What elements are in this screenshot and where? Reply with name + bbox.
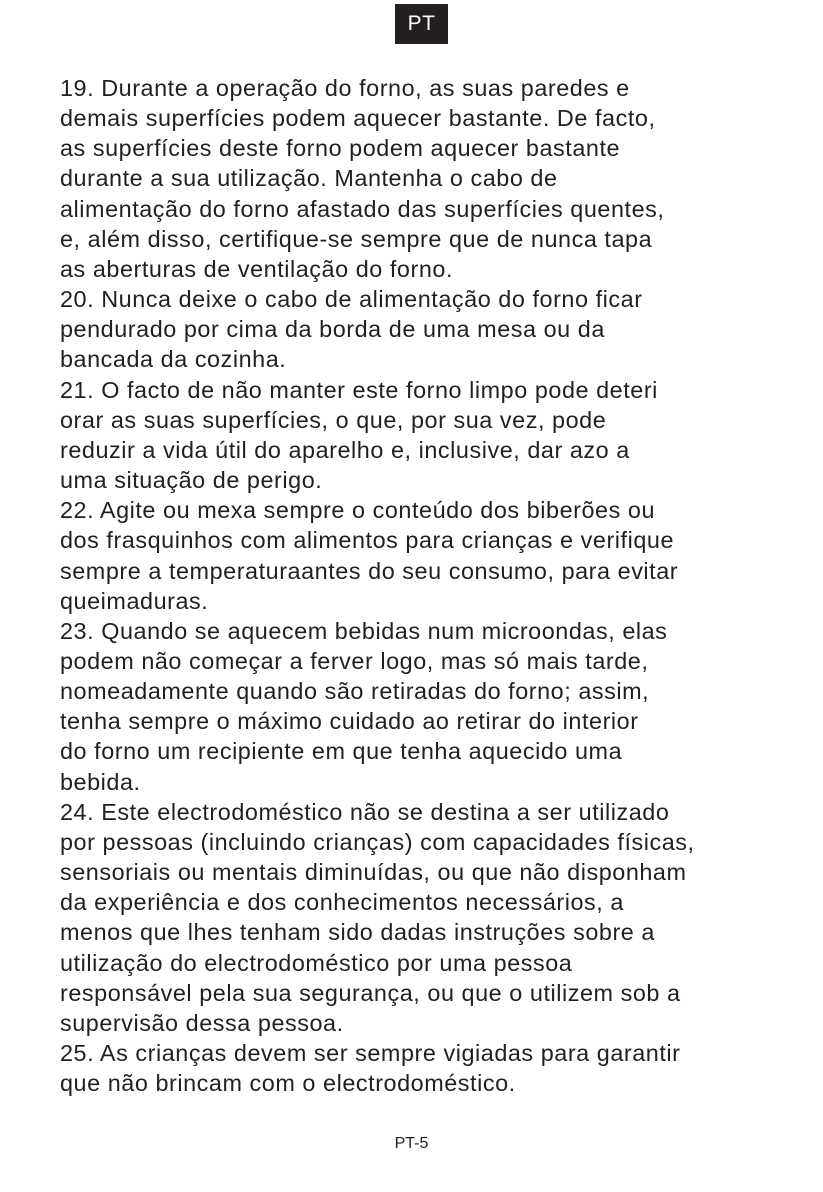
instruction-item-25: 25. As crianças devem ser sempre vigiadas para garantir que não brincam com o electrodoméstico.: [60, 1040, 681, 1097]
language-badge: PT: [395, 4, 448, 44]
instruction-item-21: 21. O facto de não manter este forno limpo pode deteri orar as suas superfícies, o que, por sua vez, pode reduzir a vida útil do aparelho e, inclusive, dar azo a uma situação de perigo.: [60, 376, 658, 494]
page-number: PT-5: [394, 1135, 429, 1152]
instruction-item-20: 20. Nunca deixe o cabo de alimentação do forno ficar pendurado por cima da borda de uma mesa ou da bancada da cozinha.: [60, 286, 643, 373]
instruction-item-19: 19. Durante a operação do forno, as suas paredes e demais superfícies podem aquecer bastante. De facto, as superfícies deste forno podem aquecer bastante durante a sua utilização. Mantenha o cabo de alimentação do forno afastado das superfícies quentes, e, além disso, certifique-se sempre que de nunca tapa as aberturas de ventilação do forno.: [60, 75, 665, 282]
instruction-item-24: 24. Este electrodoméstico não se destina a ser utilizado por pessoas (incluindo crianças) com capacidades físicas, sensoriais ou mentais diminuídas, ou que não disponham da experiência e dos conhecimentos necessários, a menos que lhes tenham sido dadas instruções sobre a utilização do electrodoméstico por uma pessoa responsável pela sua segurança, ou que o utilizem sob a supervisão dessa pessoa.: [60, 798, 695, 1036]
instruction-item-23: 23. Quando se aquecem bebidas num microondas, elas podem não começar a ferver logo, mas só mais tarde, nomeadamente quando são retiradas do forno; assim, tenha sempre o máximo cuidado ao retirar do interior do forno um recipiente em que tenha aquecido uma bebida.: [60, 617, 668, 795]
safety-instructions-list: [60, 73, 820, 1098]
instruction-item-22: 22. Agite ou mexa sempre o conteúdo dos biberões ou dos frasquinhos com alimentos para crianças e verifique sempre a temperaturaantes do seu consumo, para evitar queimaduras.: [60, 497, 679, 614]
